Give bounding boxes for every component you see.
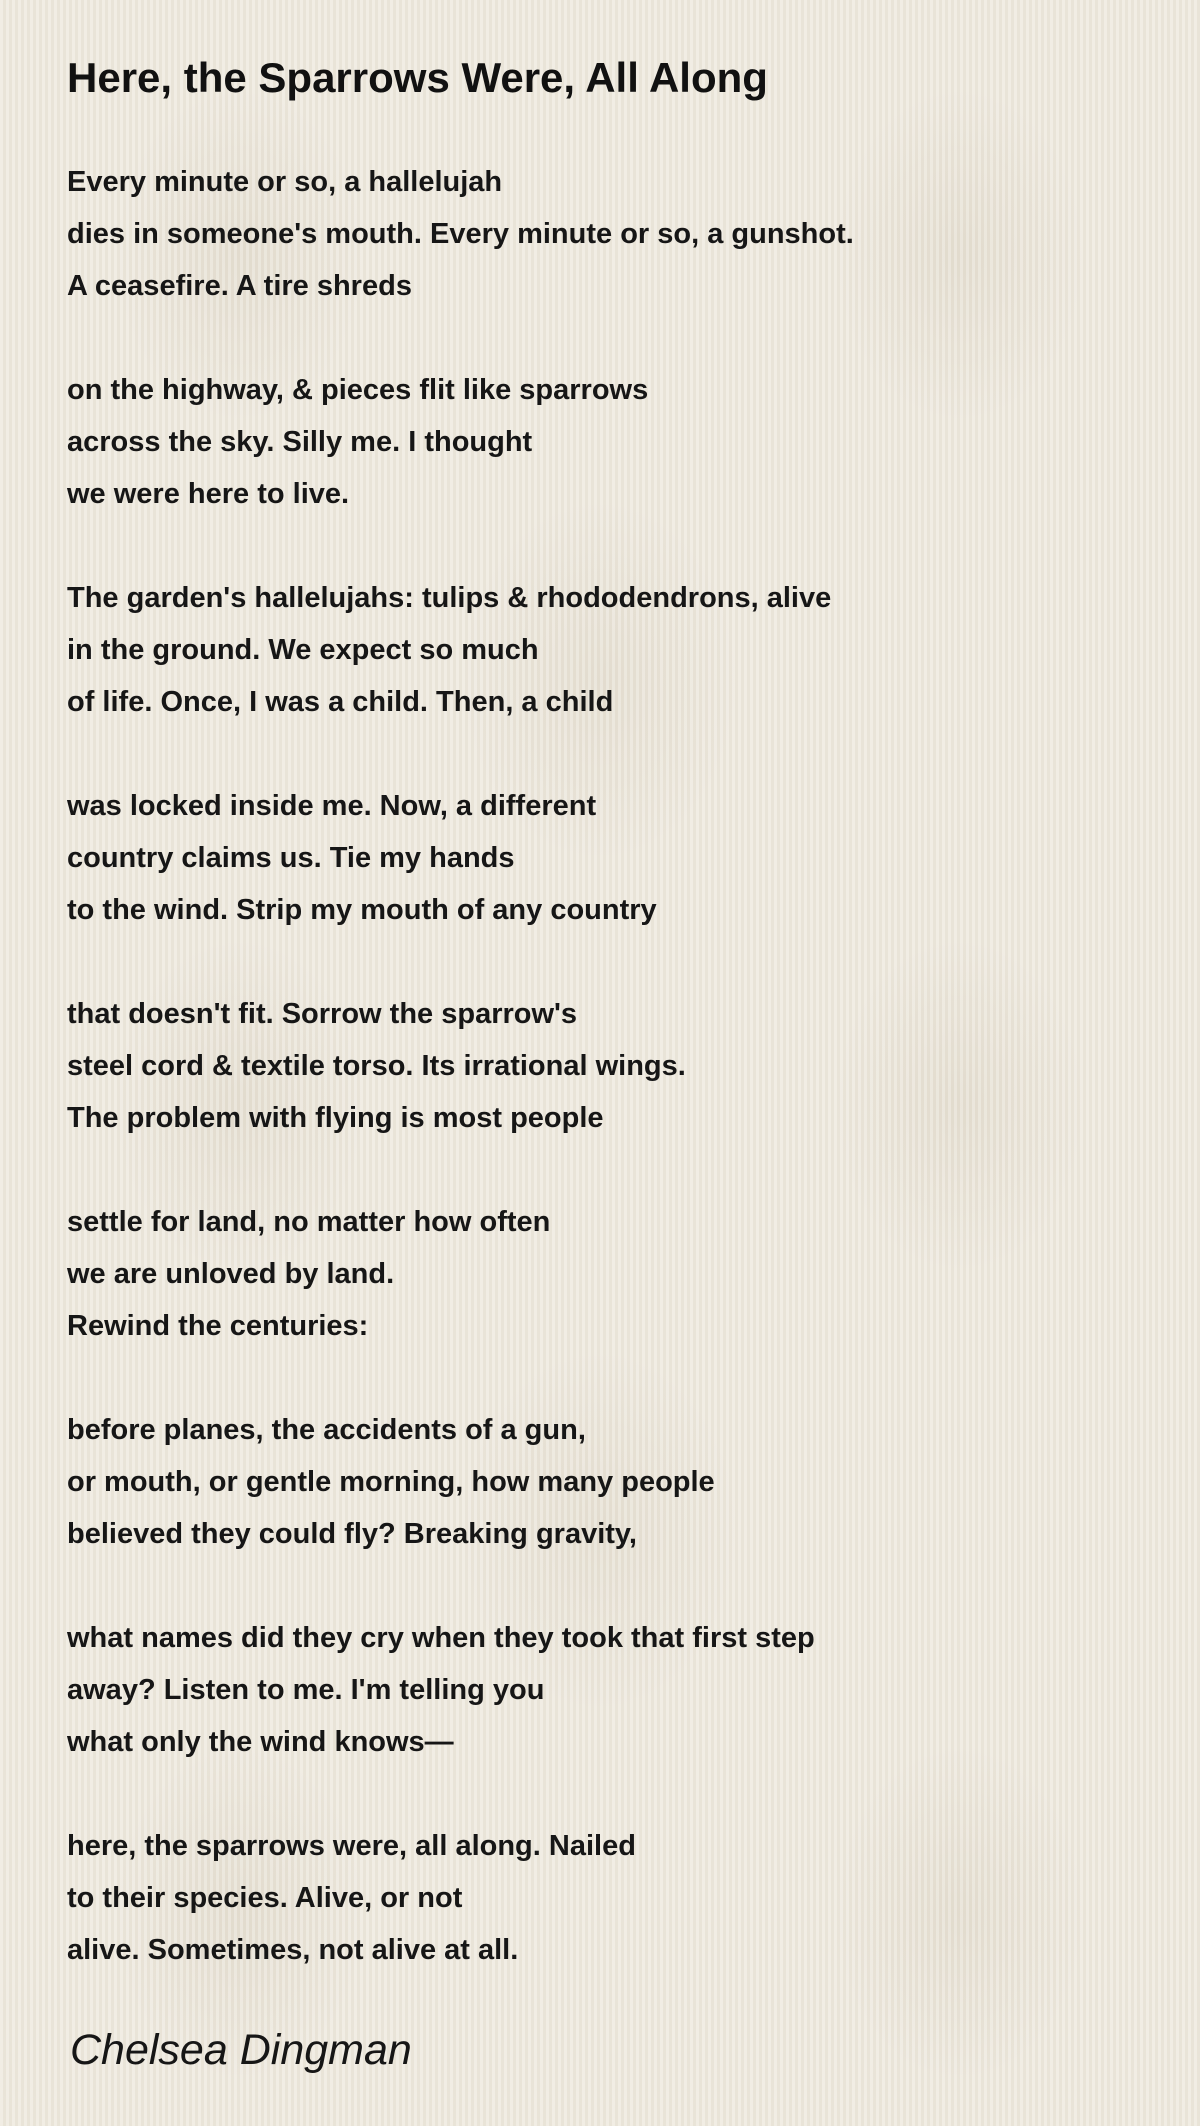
stanza-9 bbox=[67, 1820, 854, 1976]
poem-line: The garden's hallelujahs: tulips & rhododendrons, alive bbox=[67, 582, 832, 614]
poem-line: what names did they cry when they took that first step bbox=[67, 1622, 815, 1654]
poem-line: dies in someone's mouth. Every minute or so, a gunshot. bbox=[67, 218, 854, 250]
poem-line: to the wind. Strip my mouth of any country bbox=[67, 894, 657, 926]
stanza-6 bbox=[67, 1196, 854, 1352]
poem-line: settle for land, no matter how often bbox=[67, 1206, 551, 1238]
poem-line: The problem with flying is most people bbox=[67, 1102, 604, 1134]
poem-line: A ceasefire. A tire shreds bbox=[67, 270, 412, 302]
poem-line: Rewind the centuries: bbox=[67, 1310, 369, 1342]
stanza-7 bbox=[67, 1404, 854, 1560]
poem-line: believed they could fly? Breaking gravity, bbox=[67, 1518, 637, 1550]
stanza-8 bbox=[67, 1612, 854, 1768]
poem-line: country claims us. Tie my hands bbox=[67, 842, 515, 874]
stanza-2 bbox=[67, 364, 854, 520]
poem-body bbox=[67, 156, 854, 2028]
poem-line: in the ground. We expect so much bbox=[67, 634, 539, 666]
poem-author: Chelsea Dingman bbox=[70, 2026, 412, 2074]
poem-line: Every minute or so, a hallelujah bbox=[67, 166, 503, 198]
poem-line: on the highway, & pieces flit like sparrows bbox=[67, 374, 649, 406]
poem-line: was locked inside me. Now, a different bbox=[67, 790, 597, 822]
poem-line: or mouth, or gentle morning, how many people bbox=[67, 1466, 715, 1498]
poem-line: to their species. Alive, or not bbox=[67, 1882, 463, 1914]
poem-line: we are unloved by land. bbox=[67, 1258, 395, 1290]
poem-page bbox=[67, 48, 1147, 1966]
poem-line: that doesn't fit. Sorrow the sparrow's bbox=[67, 998, 578, 1030]
poem-line: away? Listen to me. I'm telling you bbox=[67, 1674, 545, 1706]
poem-line: what only the wind knows— bbox=[67, 1726, 454, 1758]
poem-title: Here, the Sparrows Were, All Along bbox=[67, 54, 768, 101]
poem-line: across the sky. Silly me. I thought bbox=[67, 426, 533, 458]
stanza-3 bbox=[67, 572, 854, 728]
poem-line: before planes, the accidents of a gun, bbox=[67, 1414, 586, 1446]
poem-line: alive. Sometimes, not alive at all. bbox=[67, 1934, 519, 1966]
stanza-4 bbox=[67, 780, 854, 936]
stanza-1 bbox=[67, 156, 854, 312]
poem-line: here, the sparrows were, all along. Nailed bbox=[67, 1830, 636, 1862]
poem-line: of life. Once, I was a child. Then, a child bbox=[67, 686, 614, 718]
poem-line: we were here to live. bbox=[67, 478, 350, 510]
stanza-5 bbox=[67, 988, 854, 1144]
poem-line: steel cord & textile torso. Its irrational wings. bbox=[67, 1050, 686, 1082]
